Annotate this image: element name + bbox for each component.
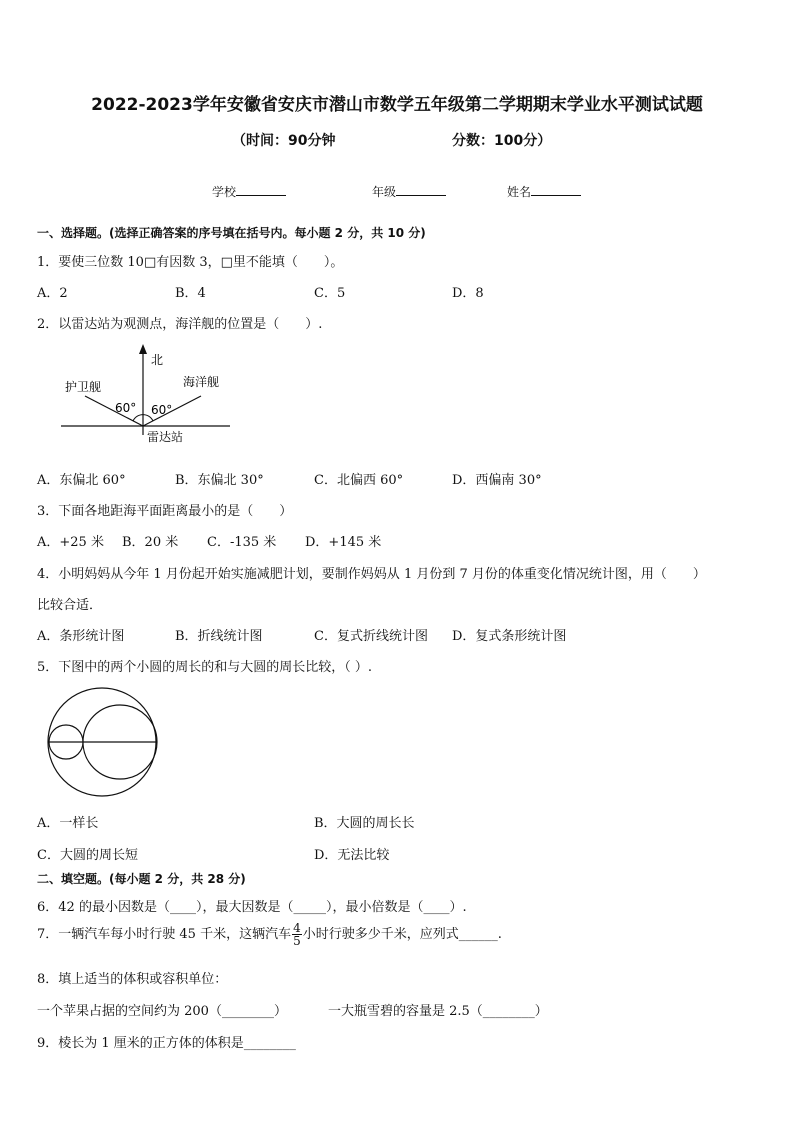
angle-right-label: 60° (151, 403, 173, 417)
q1-option-d: D．8 (452, 286, 484, 301)
q7-text-before: 7．一辆汽车每小时行驶 45 千米，这辆汽车 (37, 927, 292, 942)
q8-stem: 8．填上适当的体积或容积单位： (37, 972, 228, 987)
name-blank (531, 183, 581, 196)
q9-blank: ________ (243, 1036, 296, 1051)
section1-heading: 一、选择题。(选择正确答案的序号填在括号内。每小题 2 分，共 10 分) (37, 226, 426, 240)
q9-text: 9．棱长为 1 厘米的正方体的体积是 (37, 1036, 244, 1051)
grade-blank (396, 183, 446, 196)
q4-option-c: C．复式折线统计图 (314, 629, 428, 644)
q4-option-d: D．复式条形统计图 (452, 629, 567, 644)
grade-field (372, 183, 446, 200)
name-label: 姓名 (507, 185, 532, 199)
north-arrowhead (139, 344, 147, 354)
escort-label: 护卫舰 (65, 380, 102, 394)
q4-option-a: A．条形统计图 (37, 629, 125, 644)
radar-diagram (55, 340, 240, 450)
page-title: 2022-2023学年安徽省安庆市潜山市数学五年级第二学期期末学业水平测试试题 (91, 95, 703, 115)
q1-option-b: B．4 (175, 286, 206, 301)
radar-label: 雷达站 (147, 430, 184, 444)
grade-label: 年级 (372, 185, 397, 199)
q1-option-a: A．2 (37, 286, 68, 301)
section2-heading: 二、填空题。(每小题 2 分，共 28 分) (37, 872, 246, 886)
q4-option-b: B．折线统计图 (175, 629, 263, 644)
q7-fraction (292, 922, 302, 947)
q8-sprite: 一大瓶雪碧的容量是 2.5（________） (328, 1004, 548, 1019)
q2-stem: 2．以雷达站为观测点，海洋舰的位置是（ ）. (37, 317, 323, 332)
q5-option-d: D．无法比较 (314, 848, 390, 863)
circles-diagram (44, 685, 164, 810)
q5-option-c: C．大圆的周长短 (37, 848, 138, 863)
q5-option-a: A．一样长 (37, 816, 99, 831)
q3-option-c: C．-135 米 (207, 535, 277, 550)
q9-stem (37, 1032, 296, 1051)
q5-option-b: B．大圆的周长长 (314, 816, 415, 831)
north-label: 北 (151, 353, 164, 367)
q3-option-d: D．+145 米 (305, 535, 382, 550)
q1-stem: 1．要使三位数 10□有因数 3，□里不能填（ ）。 (37, 255, 344, 270)
time-label: （时间：90分钟 (232, 133, 336, 149)
q5-stem: 5．下图中的两个小圆的周长的和与大圆的周长比较，（ ）. (37, 660, 373, 675)
q2-option-b: B．东偏北 30° (175, 473, 264, 488)
school-label: 学校 (212, 185, 237, 199)
q7-frac-den: 5 (293, 934, 301, 948)
ocean-label: 海洋舰 (183, 375, 220, 389)
q2-option-d: D．西偏南 30° (452, 473, 542, 488)
q6-stem: 6．42 的最小因数是（____），最大因数是（_____），最小倍数是（____）. (37, 900, 467, 915)
q1-option-c: C．5 (314, 286, 346, 301)
q8-apple: 一个苹果占据的空间约为 200（________） (37, 1004, 287, 1019)
school-field (212, 183, 286, 200)
score-label: 分数：100分） (452, 133, 552, 149)
q3-option-b: B．20 米 (122, 535, 179, 550)
name-field (507, 183, 581, 200)
q2-option-c: C．北偏西 60° (314, 473, 404, 488)
q7-frac-num: 4 (293, 921, 301, 935)
school-blank (236, 183, 286, 196)
q4-stem-line2: 比较合适． (37, 598, 103, 613)
q4-stem-line1: 4．小明妈妈从今年 1 月份起开始实施减肥计划，要制作妈妈从 1 月份到 7 月份的体重变化情况统计图，用（ ） (37, 567, 706, 582)
q3-stem: 3．下面各地距海平面距离最小的是（ ） (37, 504, 293, 519)
q3-option-a: A．+25 米 (37, 535, 104, 550)
angle-left-label: 60° (115, 401, 137, 415)
q7-text-after: 小时行驶多少千米，应列式______. (302, 927, 502, 942)
q2-option-a: A．东偏北 60° (37, 473, 126, 488)
q7-stem (37, 922, 502, 947)
